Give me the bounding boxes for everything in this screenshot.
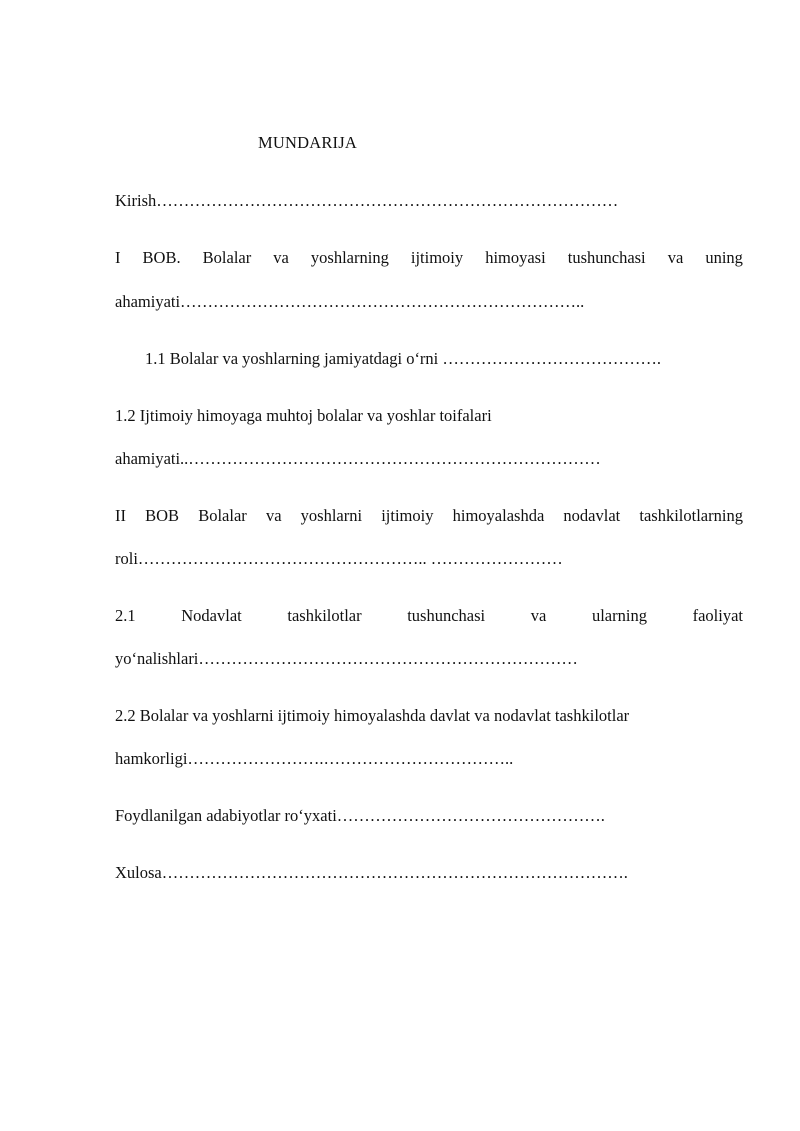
toc-entry-2-2-line1: 2.2 Bolalar va yoshlarni ijtimoiy himoyalashda davlat va nodavlat tashkilotlar bbox=[115, 706, 630, 725]
toc-entry-2-1-line1 bbox=[115, 605, 743, 627]
toc-entry-2-2-line2: hamkorligi…………………….…………………………….. bbox=[115, 749, 514, 768]
toc-entry-bob2-line2: roli…………………………………………….. …………………… bbox=[115, 549, 563, 568]
toc-word: yoshlarni bbox=[300, 506, 363, 525]
toc-entry-1-2-line2: ahamiyati..………………………………………………………………… bbox=[115, 449, 601, 468]
toc-word: nodavlat bbox=[563, 506, 621, 525]
page-title: MUNDARIJA bbox=[258, 133, 357, 152]
toc-word: ijtimoiy bbox=[410, 248, 464, 267]
toc-word: Nodavlat bbox=[181, 606, 242, 625]
toc-word: himoyalashda bbox=[452, 506, 545, 525]
toc-entry-bob1-line1 bbox=[115, 247, 743, 269]
toc-word: BOB bbox=[145, 506, 180, 525]
toc-entry-bob2-line1 bbox=[115, 505, 743, 527]
toc-word: tushunchasi bbox=[567, 248, 646, 267]
toc-word: BOB. bbox=[142, 248, 181, 267]
toc-word: uning bbox=[705, 248, 743, 267]
toc-word: himoyasi bbox=[485, 248, 546, 267]
toc-entry-2-1-line2: yo‘nalishlari…………………………………………………………… bbox=[115, 649, 578, 668]
toc-word: ijtimoiy bbox=[381, 506, 434, 525]
toc-word: yoshlarning bbox=[310, 248, 389, 267]
toc-word: I bbox=[115, 248, 121, 267]
toc-word: va bbox=[667, 248, 684, 267]
toc-entry-xulosa: Xulosa…………………………………………………………………………. bbox=[115, 863, 628, 882]
toc-entry-bob1-line2: ahamiyati……………………………………………………………….. bbox=[115, 292, 585, 311]
toc-entry-adabiyotlar: Foydlanilgan adabiyotlar ro‘yxati…………………………………………. bbox=[115, 806, 605, 825]
toc-word: tashkilotlar bbox=[287, 606, 362, 625]
toc-entry-1-2-line1: 1.2 Ijtimoiy himoyaga muhtoj bolalar va yoshlar toifalari bbox=[115, 406, 492, 425]
toc-word: II bbox=[115, 506, 126, 525]
toc-word: Bolalar bbox=[198, 506, 247, 525]
toc-entry-kirish: Kirish………………………………………………………………………… bbox=[115, 191, 619, 210]
toc-word: tashkilotlarning bbox=[639, 506, 743, 525]
toc-entry-1-1: 1.1 Bolalar va yoshlarning jamiyatdagi o‘rni …………………………………. bbox=[145, 349, 662, 368]
toc-word: va bbox=[530, 606, 547, 625]
toc-word: ularning bbox=[591, 606, 647, 625]
toc-word: tushunchasi bbox=[407, 606, 486, 625]
toc-word: Bolalar bbox=[202, 248, 252, 267]
toc-word: va bbox=[273, 248, 289, 267]
toc-word: va bbox=[265, 506, 282, 525]
toc-word: faoliyat bbox=[692, 606, 743, 625]
toc-word: 2.1 bbox=[115, 606, 136, 625]
